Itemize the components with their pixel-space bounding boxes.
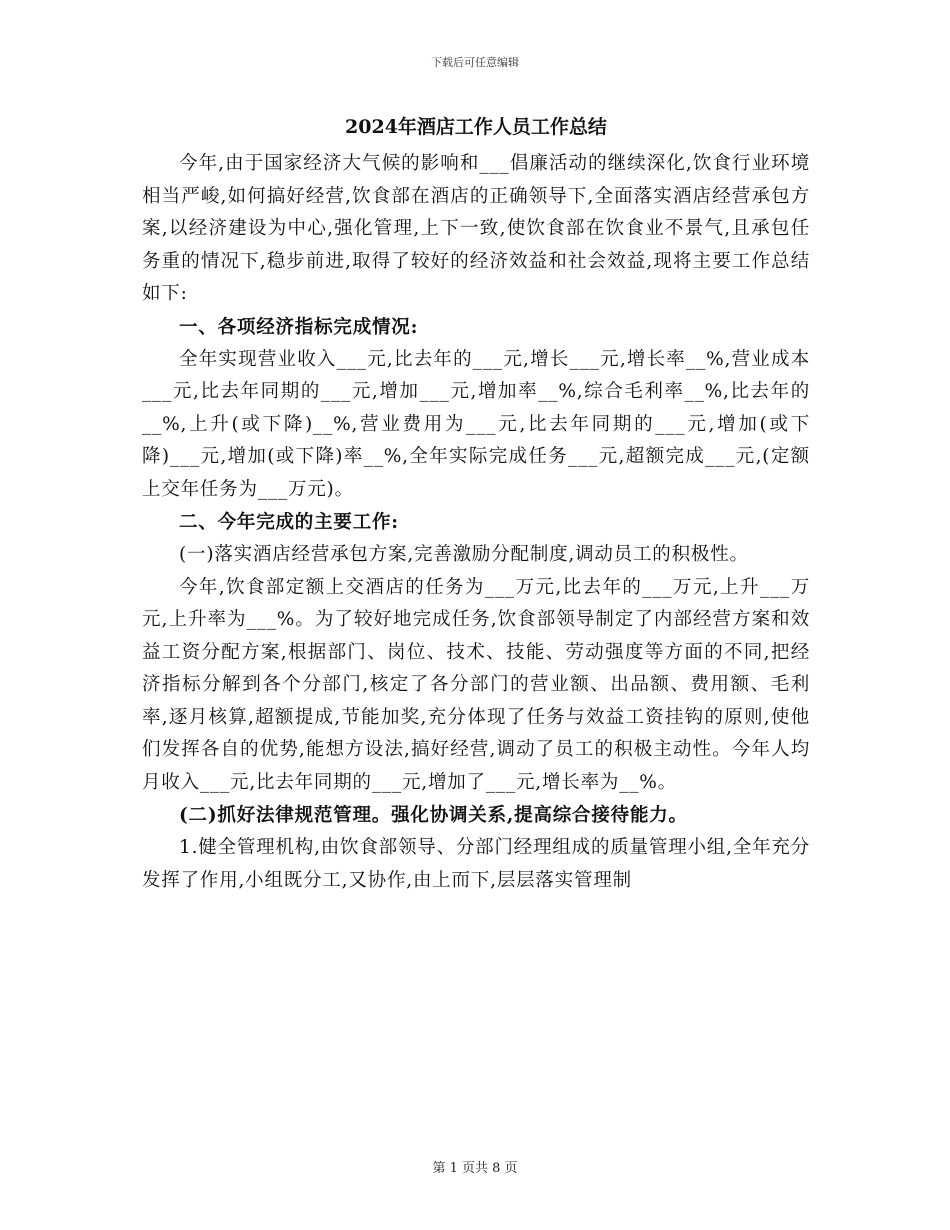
paragraph-management: 1.健全管理机构,由饮食部领导、分部门经理组成的质量管理小组,全年充分发挥了作用,小组既分工,又协作,由上而下,层层落实管理制 [142,837,810,891]
section-heading-2: 二、今年完成的主要工作: [179,512,399,533]
document-body [142,112,810,897]
document-title: 2024年酒店工作人员工作总结 [345,116,607,138]
paragraph-indicators: 全年实现营业收入___元,比去年的___元,增长___元,增长率__%,营业成本___元,比去年同期的___元,增加___元,增加率__%,综合毛利率__%,比去年的__%,上升(或下降)__%,营业费用为___元,比去年同期的___元,增加(或下降)___元,增加(或下降)率__%,全年实际完成任务___元,超额完成___元,(定额上交年任务为___万元)。 [142,348,810,500]
page-number: 第 1 页共 8 页 [432,1161,518,1176]
paragraph-subheading-1: (一)落实酒店经营承包方案,完善激励分配制度,调动员工的积极性。 [179,544,749,565]
paragraph-intro: 今年,由于国家经济大气候的影响和___倡廉活动的继续深化,饮食行业环境相当严峻,如何搞好经营,饮食部在酒店的正确领导下,全面落实酒店经营承包方案,以经济建设为中心,强化管理,上下一致,使饮食部在饮食业不景气,且承包任务重的情况下,稳步前进,取得了较好的经济效益和社会效益,现将主要工作总结如下: [142,153,810,304]
header-note: 下载后可任意编辑 [431,56,519,69]
subsection-heading-2: (二)抓好法律规范管理。强化协调关系,提高综合接待能力。 [179,805,688,826]
section-heading-1: 一、各项经济指标完成情况: [179,316,419,338]
paragraph-quota: 今年,饮食部定额上交酒店的任务为___万元,比去年的___万元,上升___万元,上升率为___%。为了较好地完成任务,饮食部领导制定了内部经营方案和效益工资分配方案,根据部门、岗位、技术、技能、劳动强度等方面的不同,把经济指标分解到各个分部门,核定了各分部门的营业额、出品额、费用额、毛利率,逐月核算,超额提成,节能加奖,充分体现了任务与效益工资挂钩的原则,使他们发挥各自的优势,能想方设法,搞好经营,调动了员工的积极主动性。今年人均月收入___元,比去年同期的___元,增加了___元,增长率为__%。 [142,576,810,793]
